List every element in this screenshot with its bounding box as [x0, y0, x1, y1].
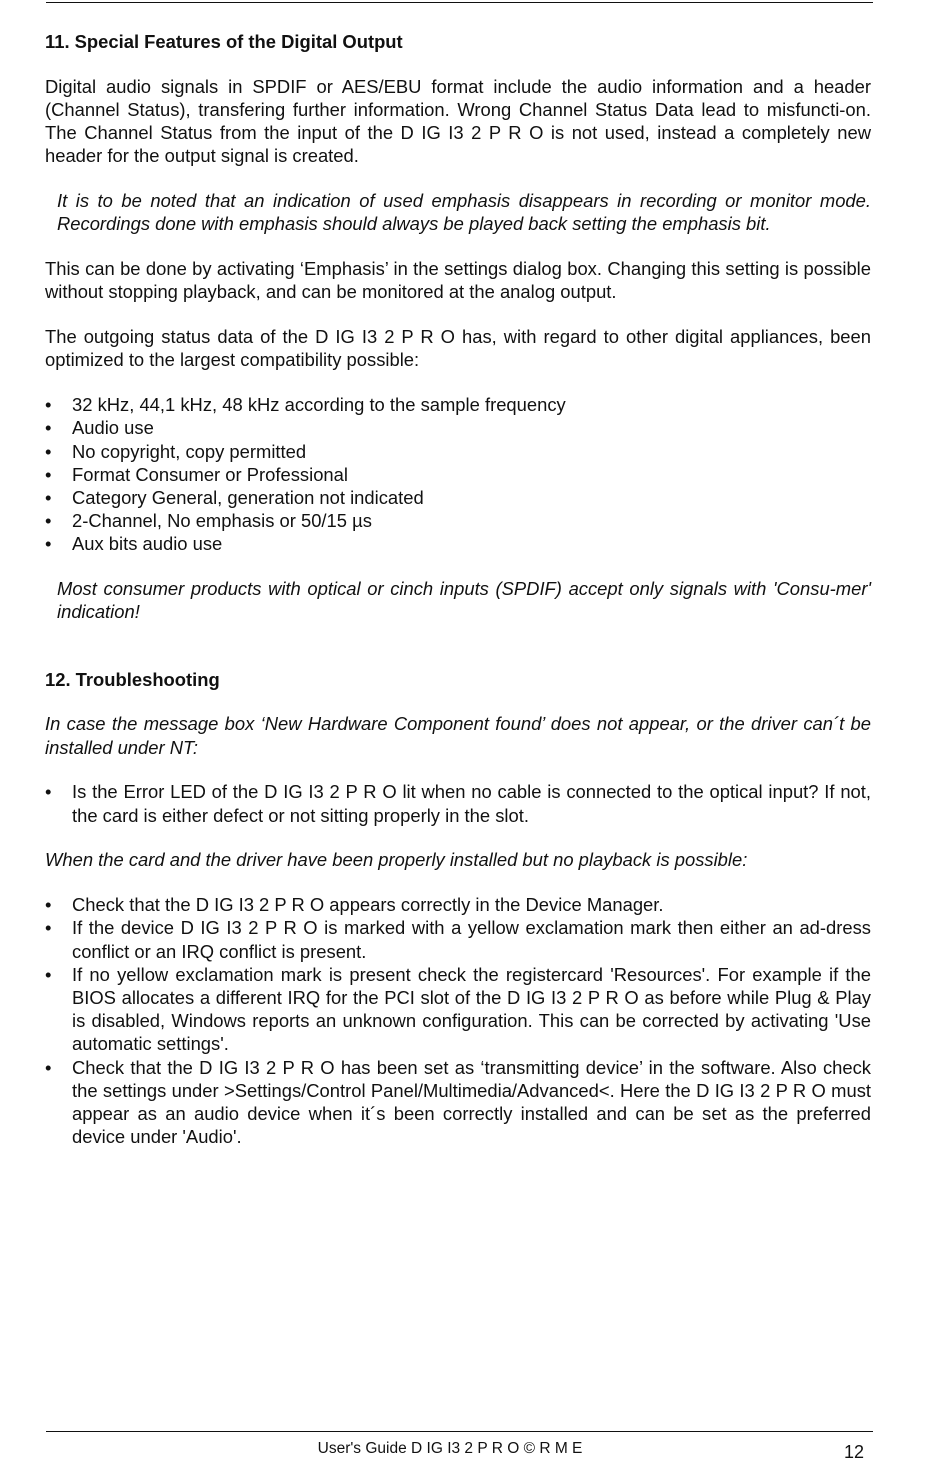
section-12-heading: 12. Troubleshooting: [45, 668, 220, 690]
bullet-icon: •: [45, 487, 52, 509]
list-item-text: Aux bits audio use: [72, 533, 223, 555]
list-item-text: Audio use: [72, 417, 154, 439]
list-item-text: If no yellow exclamation mark is present check the registercard 'Resources'. For example if the BIOS allocates a different IRQ for the PCI slot of the D IG I3 2 P R O as before while Plug & Play is disabled, Windows reports an unknown configuration. This can be corrected by activating 'Use automatic settings'.: [72, 963, 871, 1055]
bullet-icon: •: [45, 781, 52, 803]
list-item-text: Category General, generation not indicated: [72, 487, 424, 509]
list-item: [45, 780, 871, 826]
footer-guide-title: User's Guide D IG I3 2 P R O © R M E: [317, 1440, 583, 1457]
consumer-note: Most consumer products with optical or cinch inputs (SPDIF) accept only signals with 'Consu-mer' indication!: [57, 578, 871, 623]
list-item: [45, 532, 871, 555]
bullet-icon: •: [45, 917, 52, 939]
section-spacer: [45, 624, 871, 668]
troubleshooting-list-1: [45, 780, 871, 826]
list-item-text: 2-Channel, No emphasis or 50/15 µs: [72, 510, 372, 532]
list-item: [45, 440, 871, 463]
troubleshooting-list-2: [45, 893, 871, 1148]
bottom-rule: [46, 1431, 873, 1432]
list-item: [45, 916, 871, 962]
page-footer: [0, 1440, 950, 1464]
section-11-paragraph-2: This can be done by activating ‘Emphasis’ in the settings dialog box. Changing this setting is possible without stopping playback, and can be monitored at the analog output.: [45, 258, 871, 303]
emphasis-note: It is to be noted that an indication of used emphasis disappears in recording or monitor mode. Recordings done with emphasis should always be played back setting the emphasis bit.: [57, 190, 871, 235]
list-item: [45, 509, 871, 532]
bullet-icon: •: [45, 894, 52, 916]
list-item-text: 32 kHz, 44,1 kHz, 48 kHz according to the sample frequency: [72, 394, 566, 416]
bullet-icon: •: [45, 510, 52, 532]
list-item-text: Format Consumer or Professional: [72, 463, 348, 485]
list-item: [45, 393, 871, 416]
list-item-text: Check that the D IG I3 2 P R O appears correctly in the Device Manager.: [72, 894, 664, 916]
list-item: [45, 463, 871, 486]
top-rule: [46, 2, 873, 3]
page-content: [45, 30, 871, 1148]
list-item-text: Is the Error LED of the D IG I3 2 P R O lit when no cable is connected to the optical input? If not, the card is either defect or not sitting properly in the slot.: [72, 781, 871, 826]
channel-status-list: [45, 393, 871, 555]
list-item: [45, 893, 871, 916]
list-item: [45, 416, 871, 439]
page-number: 12: [843, 1442, 864, 1462]
bullet-icon: •: [45, 1056, 52, 1078]
section-11-heading: 11. Special Features of the Digital Output: [45, 31, 403, 52]
list-item: [45, 963, 871, 1056]
list-item: [45, 1056, 871, 1149]
bullet-icon: •: [45, 963, 52, 985]
troubleshooting-intro-1: In case the message box ‘New Hardware Component found’ does not appear, or the driver can´t be installed under NT:: [45, 713, 871, 758]
list-item-text: Check that the D IG I3 2 P R O has been set as ‘transmitting device’ in the software. Also check the settings under >Settings/Control Panel/Multimedia/Advanced<. Here the D IG I3 2 P R O must appear as an audio device when it´s been correctly installed and can be set as the preferred device under 'Audio'.: [72, 1056, 871, 1148]
section-11-paragraph-1: Digital audio signals in SPDIF or AES/EBU format include the audio information and a header (Channel Status), transfering further information. Wrong Channel Status Data lead to misfuncti-on. The Channel Status from the input of the D IG I3 2 P R O is not used, instead a completely new header for the output signal is created.: [45, 75, 871, 167]
list-item-text: If the device D IG I3 2 P R O is marked with a yellow exclamation mark then either an ad-dress conflict or an IRQ conflict is present.: [72, 917, 871, 962]
bullet-icon: •: [45, 463, 52, 485]
bullet-icon: •: [45, 533, 52, 555]
section-11-paragraph-3: The outgoing status data of the D IG I3 2 P R O has, with regard to other digital appliances, been optimized to the largest compatibility possible:: [45, 326, 871, 371]
bullet-icon: •: [45, 394, 52, 416]
list-item-text: No copyright, copy permitted: [72, 440, 307, 462]
troubleshooting-intro-2: When the card and the driver have been properly installed but no playback is possible:: [45, 849, 748, 871]
bullet-icon: •: [45, 440, 52, 462]
list-item: [45, 486, 871, 509]
bullet-icon: •: [45, 417, 52, 439]
